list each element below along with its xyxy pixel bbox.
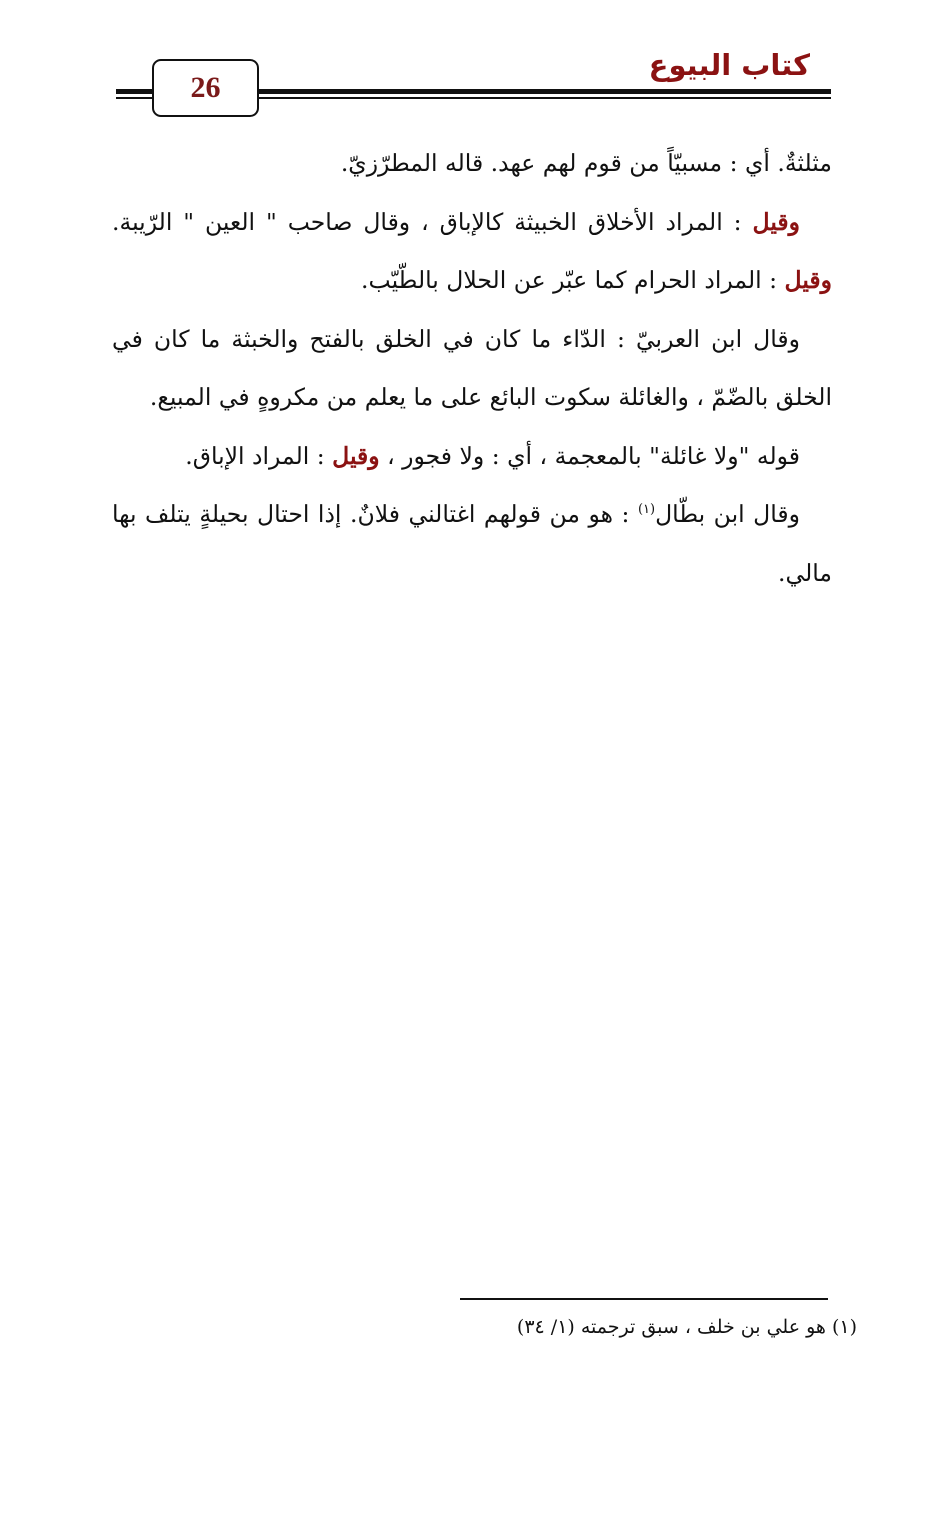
paragraph [112,427,832,486]
text-segment: : هو من قولهم اغتالني فلانٌ. إذا احتال بحيلةٍ يتلف بها مالي. [112,500,832,587]
keyword-qila: وقيل [752,207,800,236]
book-title: كتاب البيوع [648,48,810,82]
paragraph [112,193,832,310]
page-header [0,0,945,130]
text-segment: : المراد الحرام كما عبّر عن الحلال بالطّيّب. [361,266,785,294]
keyword-qila: وقيل [332,441,380,470]
text-segment: : المراد الأخلاق الخبيثة كالإباق ، وقال صاحب " العين " الرّيبة. [112,207,753,236]
text-segment: مثلثةٌ. أي : مسبيّاً من قوم لهم عهد. قاله المطرّزيّ. [340,149,832,177]
text-segment: قوله "ولا غائلة" بالمعجمة ، أي : ولا فجور ، [379,441,800,470]
text-segment: : المراد الإباق. [185,441,333,470]
paragraph [112,134,832,193]
page-number: 26 [152,59,259,117]
paragraph [112,310,832,427]
footnote-separator [460,1298,828,1300]
footnote: (١) هو علي بن خلف ، سبق ترجمته (١/ ٣٤) [516,1316,857,1338]
footnote-ref: (١) [637,502,656,518]
text-segment: وقال ابن العربيّ : الدّاء ما كان في الخلق بالفتح والخبثة ما كان في الخلق بالضّمّ ، والغائلة سكوت البائع على ما يعلم من مكروهٍ في المبيع. [112,324,832,411]
text-segment: وقال ابن بطّال [655,500,800,528]
paragraph [112,485,832,602]
body-text [112,134,832,602]
keyword-qila: وقيل [784,266,832,294]
